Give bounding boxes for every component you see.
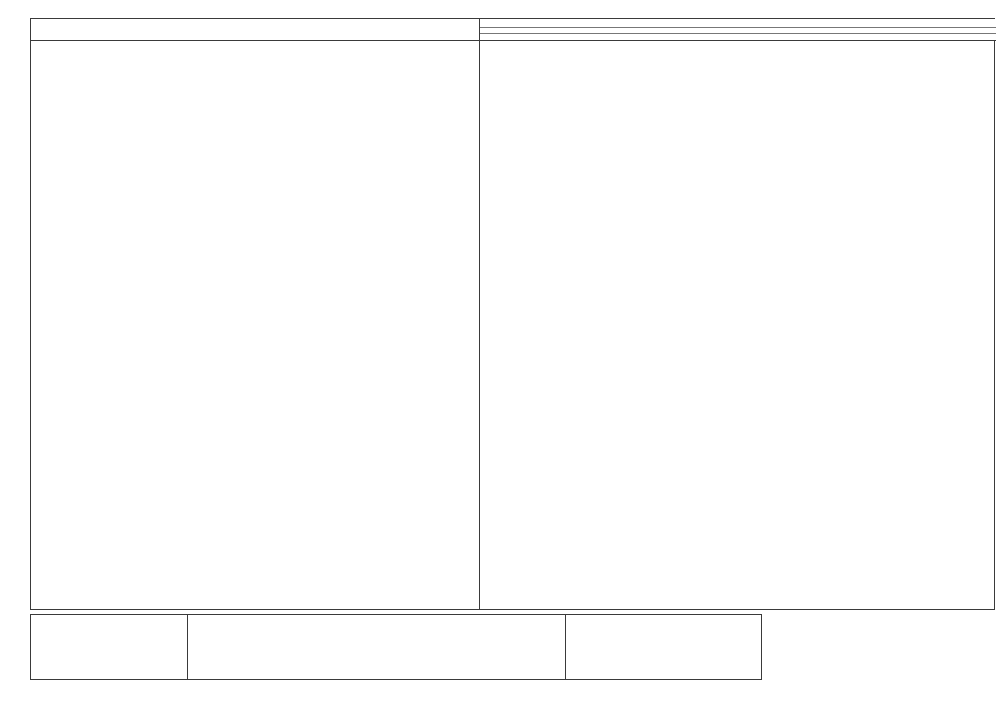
timeline-months-row: [480, 19, 996, 27]
activity-table-body: [31, 41, 479, 609]
activity-code-color-bands: [31, 41, 45, 609]
project-info-block: [566, 615, 762, 679]
footer-main-box: [30, 614, 762, 680]
sheet-footer: [30, 614, 995, 682]
timeline-header: [479, 19, 996, 41]
title-block: [188, 615, 566, 679]
gantt-sheet-frame: [30, 18, 995, 610]
table-header-row: [31, 19, 479, 41]
gantt-chart-area: [479, 41, 996, 609]
legend: [31, 615, 188, 679]
timeline-week-labels-row: [480, 33, 996, 41]
